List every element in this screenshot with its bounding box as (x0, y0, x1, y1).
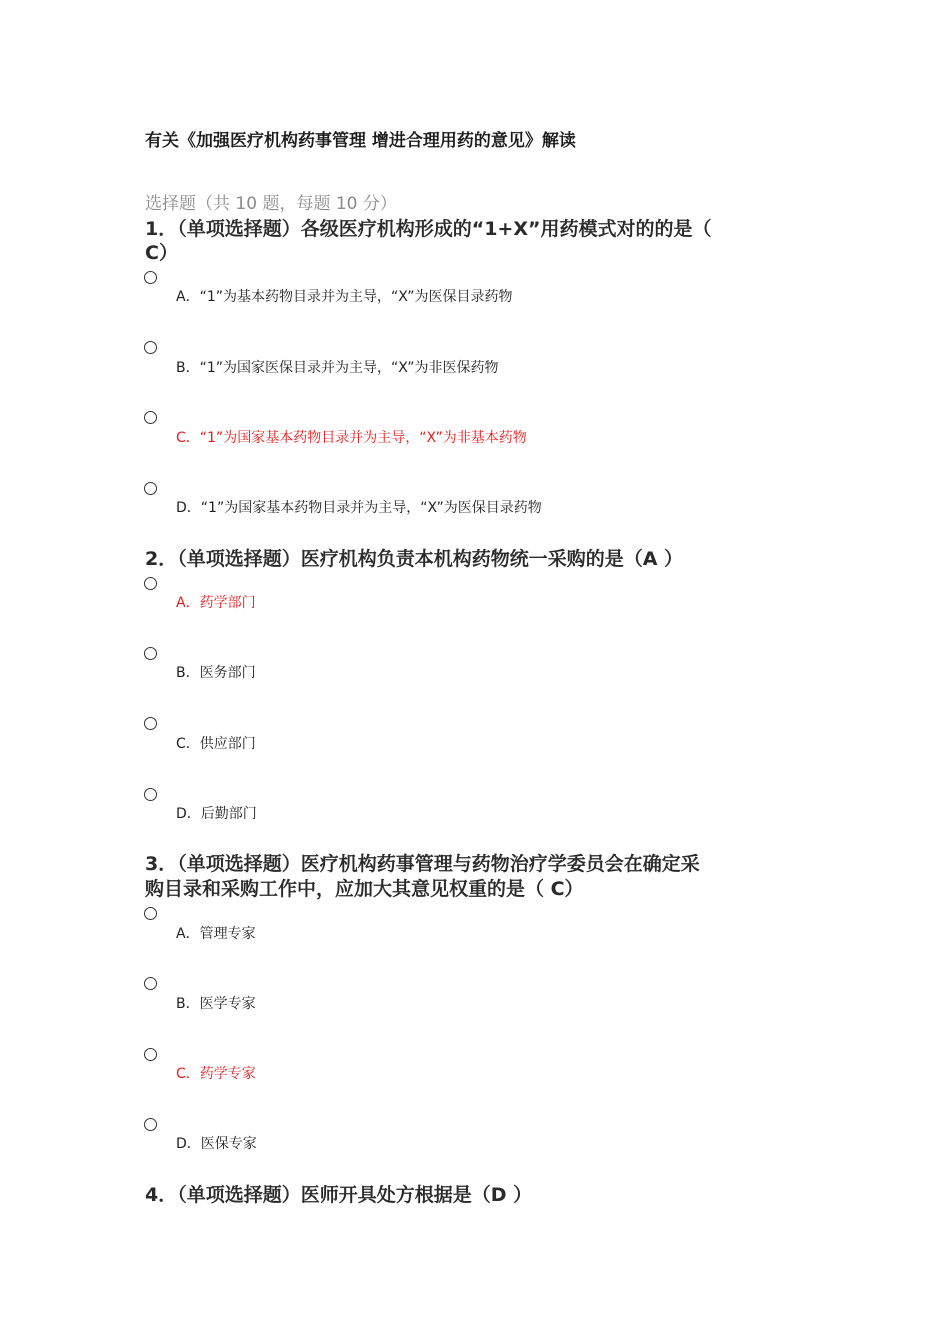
question-2-option-b: B．医务部门 (176, 665, 256, 681)
question-1-option-d: D．“1”为国家基本药物目录并为主导，“X”为医保目录药物 (176, 500, 542, 516)
question-3-option-d-radio[interactable] (144, 1118, 157, 1131)
question-4-line-1: 4．（单项选择题）医师开具处方根据是（D ） (145, 1184, 533, 1206)
question-1-option-d-radio[interactable] (144, 482, 157, 495)
question-3-option-c: C．药学专家 (176, 1066, 256, 1082)
question-2-option-b-radio[interactable] (144, 647, 157, 660)
question-1-line-1: 1．（单项选择题）各级医疗机构形成的“1+X”用药模式对的的是（ (145, 218, 712, 240)
question-1-option-c: C．“1”为国家基本药物目录并为主导，“X”为非基本药物 (176, 430, 527, 446)
section-header: 选择题（共 10 题，每题 10 分） (145, 194, 397, 214)
question-3-line-1: 3．（单项选择题）医疗机构药事管理与药物治疗学委员会在确定采 (145, 853, 700, 875)
question-2-option-c: C．供应部门 (176, 736, 256, 752)
document-title: 有关《加强医疗机构药事管理 增进合理用药的意见》解读 (145, 131, 576, 151)
question-3-option-a: A．管理专家 (176, 926, 256, 942)
question-1-option-b-radio[interactable] (144, 341, 157, 354)
question-3-option-a-radio[interactable] (144, 907, 157, 920)
question-3-option-b: B．医学专家 (176, 996, 256, 1012)
question-2-option-c-radio[interactable] (144, 717, 157, 730)
question-1-line-2: C） (145, 242, 178, 264)
question-3-option-c-radio[interactable] (144, 1048, 157, 1061)
question-2-option-a: A．药学部门 (176, 595, 256, 611)
question-2-option-a-radio[interactable] (144, 577, 157, 590)
question-1-option-c-radio[interactable] (144, 411, 157, 424)
question-1-option-a: A．“1”为基本药物目录并为主导，“X”为医保目录药物 (176, 289, 513, 305)
question-1-option-b: B．“1”为国家医保目录并为主导，“X”为非医保药物 (176, 360, 499, 376)
question-2-option-d-radio[interactable] (144, 788, 157, 801)
question-2-line-1: 2．（单项选择题）医疗机构负责本机构药物统一采购的是（A ） (145, 548, 684, 570)
question-1-option-a-radio[interactable] (144, 271, 157, 284)
question-3-option-d: D．医保专家 (176, 1136, 257, 1152)
question-3-option-b-radio[interactable] (144, 977, 157, 990)
question-3-line-2: 购目录和采购工作中，应加大其意见权重的是（ C） (145, 878, 584, 900)
question-2-option-d: D．后勤部门 (176, 806, 257, 822)
